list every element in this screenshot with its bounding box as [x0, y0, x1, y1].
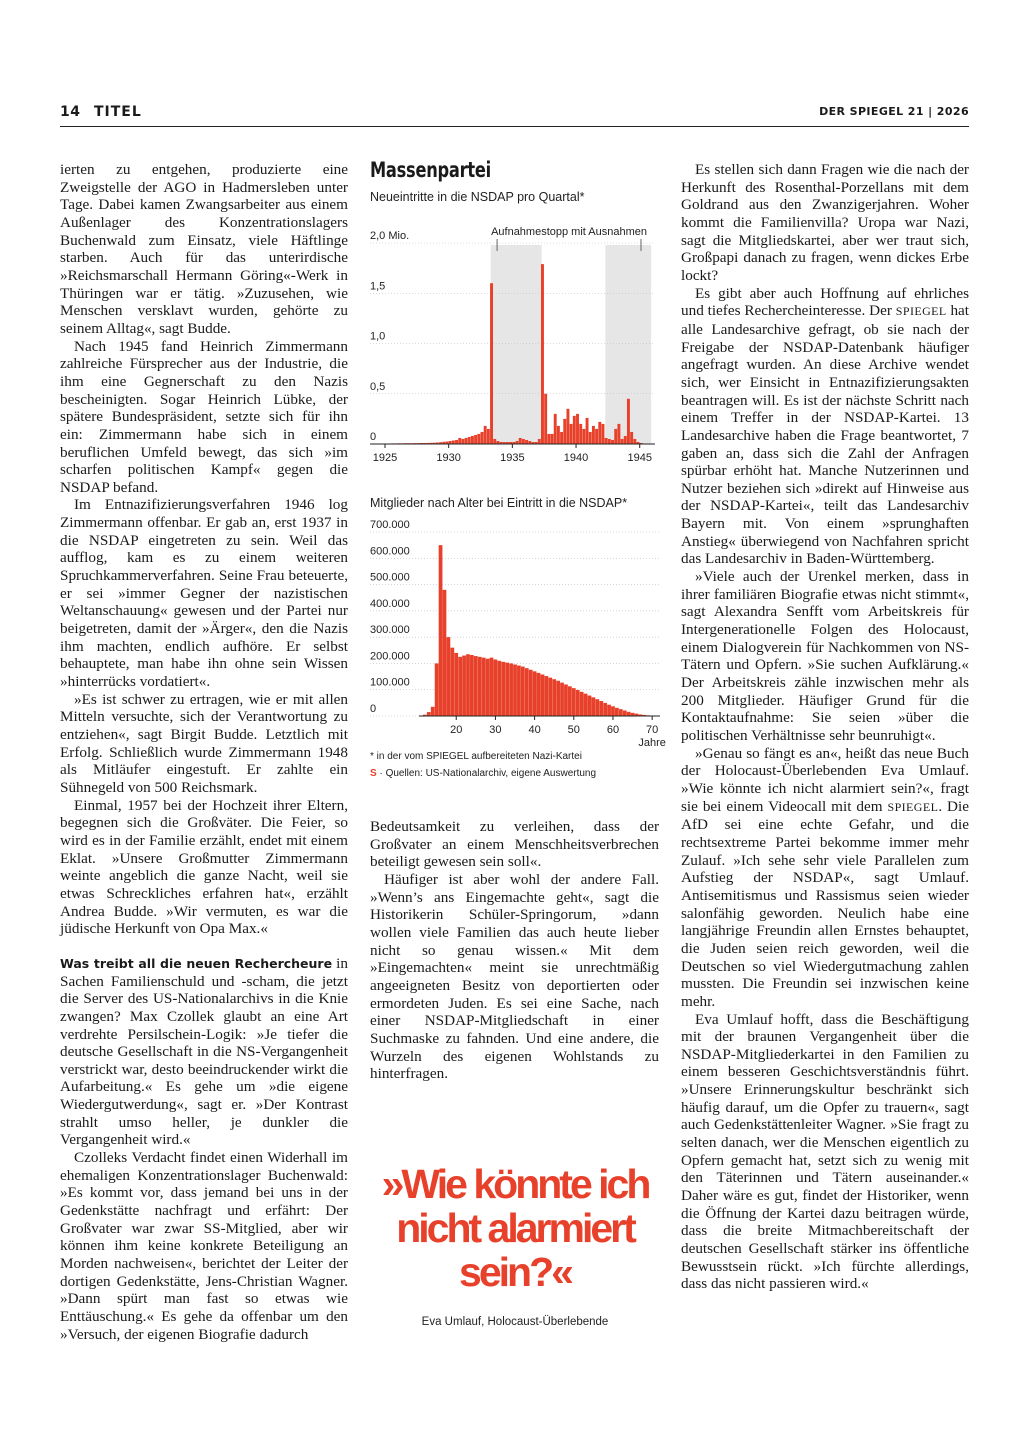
bar — [633, 439, 636, 444]
bar — [603, 703, 607, 716]
paragraph-text: Es gibt aber auch Hoffnung auf ehrliches und tiefes Rechercheinteresse. Der — [681, 284, 969, 320]
bar — [474, 435, 477, 444]
shaded-period — [491, 245, 542, 444]
bar — [579, 424, 582, 444]
bar — [563, 419, 566, 444]
y-tick-label: 100.000 — [370, 676, 410, 689]
bar — [490, 658, 494, 716]
bar — [573, 416, 576, 444]
bar — [544, 394, 547, 444]
bar — [611, 706, 615, 716]
bar — [458, 657, 462, 716]
chart-age-at-entry — [360, 515, 670, 755]
bar — [541, 674, 545, 716]
paragraph: Einmal, 1957 bei der Hochzeit ihrer Eltern, begegnen sich die Großväter. Die Feier, so wird es in der Familie erzählt, endet mit einem Eklat. »Unsere Großmutter Zimmermann weinte angeblich die ganze Nacht, weil sie etwas Schreckliches erfahren hat«, erzählt Andrea Budde. »Wir vermuten, es war die jüdische Herkunft von Opa Max.« — [60, 796, 348, 938]
bar — [570, 424, 573, 444]
x-tick-label: 40 — [528, 724, 541, 736]
article-column-1 — [60, 161, 348, 1343]
bar — [486, 659, 490, 716]
bar — [537, 673, 541, 716]
chart-source: S · Quellen: US-Nationalarchiv, eigene Auswertung — [370, 768, 597, 779]
bar — [608, 439, 611, 444]
bar — [482, 658, 486, 716]
paragraph — [681, 745, 969, 1011]
bar — [474, 656, 478, 716]
bar — [582, 429, 585, 444]
bar — [509, 663, 513, 716]
bar — [630, 432, 633, 444]
bar — [431, 707, 435, 716]
paragraph-text: in Sachen Familienschuld und -scham, die jetzt die Server des US-Nationalarchivs in die Knie zwangen? Max Czollek glaubt an eine Art verdrehte Persilschein-Logik: »Je tiefer die deutsche Gesellschaft in die NS-Vergangenheit verstrickt war, desto beeindruckender wirkt die Aufarbeitung.« Es gehe um »die eigene Wiedergutwerdung«, sagt er. »Der Kontrast strahlt umso heller, je dunkler die Vergangenheit wird.« — [60, 954, 348, 1149]
paragraph — [681, 285, 969, 569]
y-tick-label: 700.000 — [370, 519, 410, 531]
bar — [517, 666, 521, 716]
bar — [427, 712, 431, 716]
x-tick-label: 1930 — [436, 452, 461, 464]
bar — [566, 409, 569, 444]
bar — [605, 438, 608, 444]
article-column-2 — [370, 818, 659, 1083]
y-tick-label: 400.000 — [370, 597, 410, 610]
y-tick-label: 0,5 — [370, 380, 386, 393]
bar — [623, 710, 627, 716]
magazine-issue: DER SPIEGEL 21 | 2026 — [819, 105, 969, 118]
bar — [471, 436, 474, 444]
bar — [595, 429, 598, 444]
bar — [443, 590, 447, 716]
pull-quote-attribution: Eva Umlauf, Holocaust-Überlebende — [421, 1316, 609, 1328]
x-tick-label: 20 — [450, 724, 463, 736]
x-axis-unit: Jahre — [638, 737, 666, 749]
bar — [525, 440, 528, 444]
bar — [484, 426, 487, 444]
bar — [572, 688, 576, 716]
bar — [568, 686, 572, 716]
chart-footnote: * in der vom SPIEGEL aufbereiteten Nazi-Kartei — [370, 751, 582, 762]
x-tick-label: 1925 — [372, 452, 398, 464]
paragraph: ierten zu entgehen, produzierte eine Zweigstelle der AGO in Hadmersleben unter Tage. Dabei kamen Zwangsarbeiter aus einem Außenlager des Konzentrationslagers Buchenwald zum Einsatz, viele Häftlinge starben. Auch für das unterirdische »Reichsmarschall Hermann Göring«-Werk in Thüringen war er tätig. »Zuzusehen, wie Menschen versklavt wurden, gehörte zu seinem Alltag«, sagt Budde. — [60, 161, 348, 337]
bar — [595, 699, 599, 716]
paragraph: »Es ist schwer zu ertragen, wie er mit allen Mitteln versuchte, sich der Verantwortung zu entziehen«, sagt Birgit Budde. Letztlich mit Erfolg. Schließlich wurde Zimmermann 1948 als Mitläufer eingestuft. Er zahlte ein Sühnegeld von 500 Reichsmark. — [60, 690, 348, 796]
magazine-name: SPIEGEL — [887, 799, 939, 814]
y-tick-label: 600.000 — [370, 545, 410, 558]
bar — [447, 637, 451, 716]
bar — [455, 440, 458, 444]
bar — [551, 434, 554, 444]
bar — [544, 676, 548, 716]
paragraph: Häufiger ist aber wohl der andere Fall. »Wenn’s ans Eingemachte geht«, sagt die Historikerin Schüler-Springorum, »dann wollen viele Familien das auch heute lieber nicht so genau wissen.« Mit dem »Eingemachten« meint sie unrechtmäßig angeeigneten Besitz von deportierten oder ermordeten Juden. Es sei eine Sache, nach einer NSDAP-Mitgliedschaft in einer Suchmaske zu fahnden. Und eine andere, die Wurzeln des eigenen Wohlstands zu hinterfragen. — [370, 870, 659, 1083]
paragraph-with-lead — [60, 955, 348, 1149]
bar — [554, 414, 557, 444]
pull-quote: »Wie könnte ich nicht alarmiert sein?« — [381, 1161, 649, 1295]
bar — [493, 439, 496, 444]
article-column-3 — [681, 161, 969, 1293]
bar — [466, 654, 470, 716]
paragraph: Es stellen sich dann Fragen wie die nach der Herkunft des Rosenthal-Porzellans mit dem Goldrand aus den Zwanzigerjahren. Woher kommt die Familienvilla? Uropa war Nazi, sagt die Mitgliedskartei, aber wer traut sich, Großpapi danach zu fragen, wenn dickes Erbe lockt? — [681, 161, 969, 284]
bar — [490, 283, 493, 444]
bar — [494, 659, 498, 716]
section-lead-in: Was treibt all die neuen Rechercheure — [60, 955, 333, 971]
bar — [556, 681, 560, 716]
bar — [548, 678, 552, 716]
bar — [538, 439, 541, 444]
chart2-title: Mitglieder nach Alter bei Eintritt in die NSDAP* — [370, 496, 628, 510]
y-tick-label: 0 — [370, 431, 377, 443]
y-tick-label: 0 — [370, 703, 377, 715]
paragraph-text: hat alle Landesarchive gefragt, ob sie nach der Freigabe der NSDAP-Datenbank häufiger angefragt wurden. An diese Archive wendet sich, wer Einsicht in Entnazifizierungsakten beantragen will. Es ist der nächste Schritt nach einem Treffer in der NSDAP-Kartei. 13 Landesarchive haben die Frage beantwortet, 7 gaben an, dass sich die Zahl der Anfragen spürbar erhöht hat. Manche Nutzerinnen und Nutzer beziehen sich »direkt auf Hinweise aus der NSDAP-Kartei«, teilt das Landesarchiv Bayern mit. Von einem »sprunghaften Anstieg« überwiegend von Nachfahren spricht das Landesarchiv in Baden-Württemberg. — [681, 302, 969, 568]
bar — [614, 429, 617, 444]
bar — [584, 694, 588, 716]
bar — [461, 439, 464, 444]
x-tick-label: 1945 — [627, 452, 652, 464]
bar — [478, 657, 482, 716]
paragraph: Czolleks Verdacht findet einen Widerhall im ehemaligen Konzentrationslager Buchenwald: »Es kommt vor, dass jemand bei uns in der Gedenkstätte nachfragt und erfährt: Der Großvater war zwar SS-Mitglied, aber wir können ihm keine konkrete Beteiligung an Morden nachweisen«, berichtet der Leiter der dortigen Gedenkstätte, Jens-Christian Wagner. »Dann spürt man fast so etwas wie Enttäuschung.« Es gehe da offenbar um den »Versuch, der eigenen Biografie dadurch — [60, 1149, 348, 1343]
bar — [576, 414, 579, 444]
x-tick-label: 1935 — [500, 452, 525, 464]
chart-quarterly-entries — [360, 215, 670, 470]
bar — [529, 670, 533, 716]
bar — [505, 663, 509, 716]
bar — [439, 545, 443, 716]
bar — [458, 438, 461, 444]
paragraph: »Viele auch der Urenkel merken, dass in ihrer familiären Biografie etwas nicht stimmt«, sagt Alexandra Senfft vom Arbeitskreis für Intergenerationelle Folgen des Holocaust, einem Dialogverein für Nachkommen von NS-Tätern und Opfern. »Sie suchen Aufklärung.« Der Arbeitskreis zähle inzwischen mehr als 200 Mitglieder. Häufiger Grund für die Kontaktaufnahme: Sie seien »über die politischen Verhältnisse sehr beunruhigt«. — [681, 568, 969, 744]
bar — [521, 667, 525, 716]
bar — [501, 662, 505, 716]
bar — [481, 432, 484, 444]
bar — [560, 432, 563, 444]
bar — [477, 434, 480, 444]
chart-annotation: Aufnahmestopp mit Ausnahmen — [491, 226, 648, 238]
bar — [607, 705, 611, 716]
bar — [557, 426, 560, 444]
bar — [615, 708, 619, 716]
bar — [611, 440, 614, 444]
bar — [576, 690, 580, 716]
bar — [624, 436, 627, 444]
bar — [435, 663, 439, 716]
paragraph: Eva Umlauf hofft, dass die Beschäftigung mit der braunen Vergangenheit über die NSDAP-Mitgliederkartei in den Familien zu einem besseren Geschichtsverständnis führt. »Unsere Erinnerungskultur beschränkt sich häufig darauf, um die Opfer zu trauern«, sagt auch Gedenkstättenleiter Wagner. »Sie fragt zu selten danach, wer die Menschen eigentlich zu Opfern gemacht hat, setzt sich zu wenig mit den Täterinnen und Tätern auseinander.« Daher wäre es gut, findet der Historiker, wenn die Öffnung der Kartei dazu beitragen würde, dass die breite Mitmachbereitschaft der deutschen Gesellschaft stärker ins öffentliche Bewusstsein rückt. »Ich fürchte allerdings, dass das nicht passieren wird.« — [681, 1010, 969, 1293]
paragraph: Im Entnazifizierungsverfahren 1946 log Zimmermann offenbar. Er gab an, erst 1937 in die NSDAP eingetreten zu sein. Weil das aufflog, kam es zu einem weiteren Spruchkammerverfahren. Seine Frau beteuerte, er sei »immer Gegner der nazistischen Weltanschauung« gewesen und der Partei nur beigetreten, damit der »Ärger«, den die Nazis ihm machten, endlich aufhöre. Er selbst behauptete, man habe ihn ohne sein Wissen »hinterrücks vordatiert«. — [60, 496, 348, 691]
y-tick-label: 1,0 — [370, 330, 386, 343]
spiegel-logo-icon: S — [370, 768, 377, 779]
bar — [564, 684, 568, 716]
x-tick-label: 60 — [606, 724, 620, 736]
paragraph-text: . Die AfD sei eine echte Gefahr, und die rechtsextreme Partei bekomme immer mehr Zulauf. »Ich sehe sehr viele Parallelen zum Aufstieg der NSDAP«, sagt Umlauf. Antisemitismus und Rassismus seien wieder salonfähig geworden. Neulich habe eine langjährige Freundin allen Ernstes behauptet, die Juden seien reich geworden, weil die Deutschen so viel Wiedergutmachung zahlen mussten. Die Freundin sei inzwischen keine mehr. — [681, 797, 969, 1010]
bar — [588, 695, 592, 716]
bar — [627, 399, 630, 444]
x-tick-label: 1940 — [563, 452, 589, 464]
y-tick-label: 2,0 Mio. — [370, 230, 410, 242]
bar — [621, 439, 624, 444]
bar — [450, 648, 454, 716]
chart-source-text: Quellen: US-Nationalarchiv, eigene Auswertung — [385, 768, 597, 779]
bar — [487, 429, 490, 444]
y-tick-label: 500.000 — [370, 571, 410, 584]
paragraph-text: »Genau so fängt es an«, heißt das neue Buch der Holocaust-Überlebenden Eva Umlauf. »Wie könnte ich nicht alarmiert sein?«, fragt sie bei einem Videocall mit dem — [681, 744, 969, 815]
graphic-title: Massenpartei — [370, 158, 491, 182]
y-tick-label: 1,5 — [370, 280, 386, 293]
paragraph: Nach 1945 fand Heinrich Zimmermann zahlreiche Fürsprecher aus der Industrie, die ihm eine Gegnerschaft zu den Nazis bescheinigten. Sogar Heinrich Lübke, der spätere Bundespräsident, setzte sich für ihn ein: Zimmermann habe sich in einem beruflichen Umfeld bewegt, das sich »im scharfen politischen Kampf« gegen die NSDAP befand. — [60, 337, 348, 496]
bar — [617, 424, 620, 444]
bar — [627, 712, 631, 716]
bar — [589, 432, 592, 444]
bar — [541, 264, 544, 444]
bar — [470, 655, 474, 716]
bar — [533, 671, 537, 716]
bar — [602, 424, 605, 444]
bar — [468, 437, 471, 444]
bar — [599, 701, 603, 716]
x-tick-label: 50 — [567, 724, 580, 736]
x-tick-label: 70 — [646, 724, 659, 736]
bar — [592, 426, 595, 444]
bar — [560, 683, 564, 716]
bar — [547, 434, 550, 444]
page-header — [60, 104, 969, 127]
bar — [619, 709, 623, 716]
y-tick-label: 300.000 — [370, 624, 410, 637]
magazine-name: SPIEGEL — [895, 304, 947, 319]
bar — [586, 418, 589, 444]
y-tick-label: 200.000 — [370, 650, 410, 663]
bar — [522, 439, 525, 444]
bar — [452, 440, 455, 444]
bar — [592, 697, 596, 716]
x-tick-label: 30 — [489, 724, 502, 736]
bar — [454, 653, 458, 716]
bar — [497, 661, 501, 716]
bar — [598, 422, 601, 444]
page-number: 14 — [60, 104, 81, 120]
bar — [552, 679, 556, 716]
chart1-title: Neueintritte in die NSDAP pro Quartal* — [370, 190, 585, 204]
bar — [513, 664, 517, 716]
bar — [465, 438, 468, 444]
paragraph: Bedeutsamkeit zu verleihen, dass der Großvater an einem Menschheitsverbrechen beteiligt gewesen sein soll«. — [370, 818, 659, 871]
bar — [580, 692, 584, 716]
section-name: TITEL — [94, 104, 142, 120]
bar — [519, 438, 522, 444]
bar — [462, 656, 466, 716]
bar — [525, 668, 529, 716]
